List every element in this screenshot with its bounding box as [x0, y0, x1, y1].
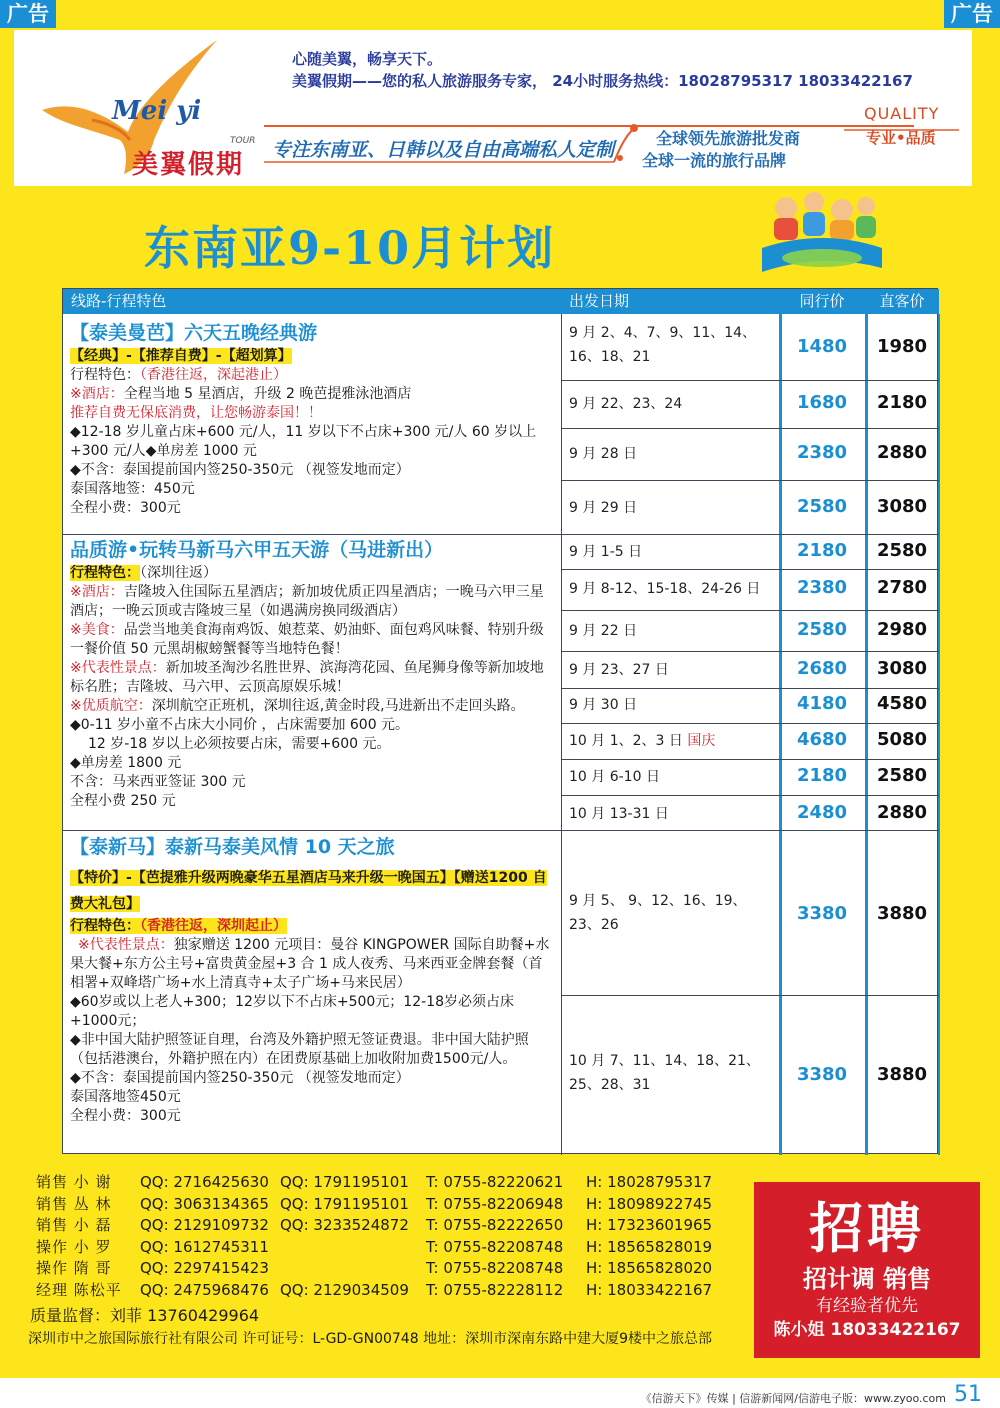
- departure-date-holiday: [569, 729, 773, 753]
- peer-price: 2580: [796, 619, 848, 640]
- flight-value: 深圳航空正班机，深圳往返,黄金时段,马进新出不走回头路。: [151, 698, 525, 714]
- direct-price: 5080: [876, 729, 928, 750]
- peer-price: 2380: [796, 442, 848, 463]
- contact-mobile: H: 18033422167: [586, 1280, 713, 1299]
- tip-fee: 全程小费：300元: [70, 500, 181, 516]
- route-tags: 【经典】-【推荐自费】-【超划算】: [70, 348, 292, 364]
- departure-date: 10 月 7、11、14、18、21、25、28、31: [569, 1053, 760, 1093]
- slogan-line1: 心随美翼，畅享天下。: [292, 50, 443, 68]
- spots-label: ※代表性景点：: [78, 937, 174, 953]
- departure-date: 10 月 6-10 日: [569, 769, 660, 785]
- contact-mobile: H: 18565828019: [586, 1237, 713, 1256]
- peer-price: 2180: [796, 540, 848, 561]
- route-title: 品质游•玩转马新马六甲五天游（马进新出）: [70, 539, 444, 561]
- departure-date: 9 月 22、23、24: [569, 396, 683, 412]
- departure-date: 9 月 28 日: [569, 446, 638, 462]
- exclusions: ◆不含：泰国提前国内签250-350元 （视签发地而定）: [70, 462, 410, 478]
- row-divider: [561, 688, 939, 689]
- holiday-date: 10 月 1、2、3 日: [569, 733, 683, 749]
- direct-price: 2880: [876, 442, 928, 463]
- departure-date: 9 月 2、4、7、9、11、14、16、18、21: [569, 325, 757, 365]
- row-divider: [561, 759, 939, 760]
- page-title: 东南亚9-10月计划: [144, 221, 556, 275]
- contact-telephone: T: 0755-82222650: [426, 1216, 564, 1234]
- flight-label: ※优质航空：: [70, 698, 152, 714]
- direct-price: 2880: [876, 802, 928, 823]
- peer-price: 2580: [796, 496, 848, 517]
- direct-price: 2180: [876, 392, 928, 413]
- ad-label-right: 广告: [944, 0, 1000, 28]
- row-divider: [561, 480, 939, 481]
- direct-price: 3880: [876, 1064, 928, 1085]
- contact-mobile: H: 18565828020: [586, 1259, 713, 1277]
- contact-mobile: H: 18028795317: [586, 1173, 713, 1191]
- peer-price: 1680: [796, 392, 848, 413]
- contact-row: [36, 1258, 736, 1280]
- contact-mobile: H: 17323601965: [586, 1216, 713, 1234]
- direct-price: 2580: [876, 540, 928, 561]
- hotel-label: ※酒店：: [70, 386, 124, 402]
- tip-fee: 全程小费 250 元: [70, 793, 176, 809]
- contact-qq: QQ: 3063134365: [140, 1194, 269, 1213]
- visa-fee: 泰国落地签：450元: [70, 481, 195, 497]
- row-divider: [561, 651, 939, 652]
- single-room: ◆单房差 1800 元: [70, 755, 182, 771]
- header-route: 线路-行程特色: [63, 289, 561, 314]
- slogan-line2: 美翼假期——您的私人旅游服务专家， 24小时服务热线：18028795317 18033422167: [292, 72, 913, 90]
- peer-price: 2180: [796, 765, 848, 786]
- contact-row: [36, 1280, 736, 1302]
- agency-header: [14, 30, 972, 186]
- contact-role: 经理 陈松平: [36, 1280, 122, 1299]
- row-divider: [561, 610, 939, 611]
- child-pricing: ◆0-11 岁小童不占床大小同价 ，占床需要加 600 元。: [70, 717, 410, 733]
- age-pricing: ◆60岁或以上老人+300；12岁以下不占床+500元；12-18岁必须占床+1000元；: [70, 994, 514, 1029]
- brand-line2: 全球一流的旅行品牌: [642, 151, 787, 170]
- peer-price: 2680: [796, 658, 848, 679]
- column-divider: [561, 314, 562, 1155]
- direct-price: 2780: [876, 577, 928, 598]
- row-divider: [561, 380, 939, 381]
- header-peer-price: 同行价: [779, 289, 865, 314]
- exclusions: 不含：马来西亚签证 300 元: [70, 774, 246, 790]
- route-malaysia-singapore: [70, 536, 556, 811]
- quality-english: QUALITY: [864, 104, 940, 123]
- logo-tour: TOUR: [230, 136, 256, 146]
- contact-role: 销售 丛 林: [36, 1194, 112, 1213]
- quality-supervision: 质量监督：刘菲 13760429964: [30, 1306, 260, 1325]
- peer-price: 1480: [796, 336, 848, 357]
- departure-date: 10 月 13-31 日: [569, 806, 669, 822]
- exclusions: ◆不含：泰国提前国内签250-350元 （视签发地而定）: [70, 1070, 410, 1086]
- contact-telephone: T: 0755-82208748: [426, 1259, 564, 1277]
- contact-row: [36, 1237, 736, 1259]
- company-license-address: 深圳市中之旅国际旅行社有限公司 许可证号：L-GD-GN00748 地址：深圳市深南东路中建大厦9楼中之旅总部: [28, 1331, 712, 1347]
- contact-role: 销售 小 磊: [36, 1216, 112, 1234]
- contact-role: 操作 小 罗: [36, 1237, 112, 1256]
- peer-price: 2480: [796, 802, 848, 823]
- recruitment-contact: 陈小姐 18033422167: [773, 1320, 961, 1340]
- contact-list: [36, 1172, 736, 1301]
- recruitment-title: 招聘: [809, 1197, 925, 1260]
- quality-chinese: 专业•品质: [866, 129, 936, 147]
- direct-price: 2980: [876, 619, 928, 640]
- contact-role: 销售 小 谢: [36, 1173, 112, 1191]
- contact-role: 操作 隋 哥: [36, 1259, 112, 1277]
- contact-telephone: T: 0755-82206948: [426, 1194, 564, 1213]
- direct-price: 3880: [876, 903, 928, 924]
- row-divider: [561, 795, 939, 796]
- spots-value: 独家赠送 1200 元项目：曼谷 KINGPOWER 国际自助餐+水果大餐+东方公主号+富贵黄金屋+3 合 1 成人夜秀、马来西亚金牌套餐（首相署+双峰塔广场+水上清真寺+太子广场+马来民居）: [70, 937, 550, 991]
- brand-line1: 全球领先旅游批发商: [656, 129, 801, 148]
- publication-footer: 《信游天下》传媒 | 信游新闻网/信游电子版：www.zyoo.com: [640, 1392, 946, 1405]
- contact-qq: QQ: 3233524872: [280, 1216, 409, 1234]
- contact-qq: QQ: 1612745311: [140, 1237, 269, 1256]
- direct-price: 3080: [876, 658, 928, 679]
- contact-telephone: T: 0755-82228112: [426, 1280, 564, 1299]
- tour-price-table: [62, 288, 938, 1154]
- peer-price: 4180: [796, 693, 848, 714]
- contact-mobile: H: 18098922745: [586, 1194, 713, 1213]
- spots-value: 新加坡圣淘沙名胜世界、滨海湾花园、鱼尾狮身像等新加坡地标名胜；吉隆坡、马六甲、云顶高原娱乐城！: [70, 660, 544, 695]
- direct-price: 1980: [876, 336, 928, 357]
- contact-row: [36, 1215, 736, 1237]
- hotel-value: 吉隆坡入住国际五星酒店；新加坡优质正四星酒店；一晚马六甲三星酒店；一晚云顶或吉隆坡三星（如遇满房换同级酒店）: [70, 584, 544, 619]
- departure-date: 9 月 1-5 日: [569, 544, 643, 560]
- recruitment-positions: 招计调 销售: [802, 1265, 932, 1293]
- row-divider: [561, 428, 939, 429]
- summer-promo-badge-icon: [756, 188, 888, 280]
- column-divider: [938, 314, 940, 1155]
- feature-label: 行程特色：: [70, 367, 140, 383]
- departure-date: 9 月 23、27 日: [569, 662, 669, 678]
- section-divider: [63, 830, 939, 831]
- hotel-label: ※酒店：: [70, 584, 124, 600]
- route-thailand-classic: [70, 319, 556, 518]
- row-divider: [561, 995, 939, 996]
- peer-price: 3380: [796, 903, 848, 924]
- feature-label: 行程特色：: [70, 918, 140, 934]
- meiyi-logo: [32, 40, 272, 180]
- contact-qq: QQ: 2129034509: [280, 1280, 409, 1299]
- route-title: 【泰新马】泰新马泰美风情 10 天之旅: [70, 836, 395, 858]
- contact-qq: QQ: 2475968476: [140, 1280, 269, 1299]
- visa-fee: 泰国落地签450元: [70, 1089, 181, 1105]
- feature-label: 行程特色：: [70, 565, 140, 581]
- logo-script: Mei yi: [112, 96, 202, 126]
- child-pricing: ◆12-18 岁儿童占床+600 元/人，11 岁以下不占床+300 元/人 60 岁以上+300 元/人◆单房差 1000 元: [70, 424, 537, 459]
- food-value: 品尝当地美食海南鸡饭、娘惹菜、奶油虾、面包鸡风味餐、特别升级一餐价值 50 元黑胡椒螃蟹餐等当地特色餐！: [70, 622, 544, 657]
- tip-fee: 全程小费：300元: [70, 1108, 181, 1124]
- spots-label: ※代表性景点：: [70, 660, 166, 676]
- departure-date: 9 月 29 日: [569, 500, 638, 516]
- route-tags: 【特价】-【芭提雅升级两晚豪华五星酒店马来升级一晚国五】【赠送1200 自费大礼包】: [70, 870, 547, 912]
- contact-row: [36, 1172, 736, 1194]
- peer-price: 3380: [796, 1064, 848, 1085]
- feature-value: （香港往返，深起港止）: [140, 367, 287, 383]
- section-divider: [63, 534, 939, 535]
- contact-qq: QQ: 1791195101: [280, 1173, 409, 1191]
- holiday-label: 国庆: [687, 733, 716, 749]
- contact-qq: QQ: 2716425630: [140, 1173, 269, 1191]
- specialty-text: 专注东南亚、日韩以及自由高端私人定制: [272, 139, 615, 161]
- contact-telephone: T: 0755-82208748: [426, 1237, 564, 1256]
- contact-qq: QQ: 2129109732: [140, 1216, 269, 1234]
- recommend-text: 推荐自费无保底消费，让您畅游泰国！！: [70, 405, 322, 421]
- direct-price: 2580: [876, 765, 928, 786]
- peer-price: 2380: [796, 577, 848, 598]
- recruitment-box: [754, 1182, 980, 1358]
- contact-row: [36, 1194, 736, 1216]
- direct-price: 4580: [876, 693, 928, 714]
- row-divider: [561, 723, 939, 724]
- teen-pricing: 12 岁-18 岁以上必须按要占床，需要+600 元。: [88, 736, 391, 752]
- route-title: 【泰美曼芭】六天五晚经典游: [70, 322, 318, 344]
- page-number: 51: [954, 1382, 982, 1407]
- hotel-value: 全程当地 5 星酒店，升级 2 晚芭提雅泳池酒店: [123, 386, 412, 402]
- contact-qq: QQ: 1791195101: [280, 1194, 409, 1213]
- route-thai-sin-mal-10day: [70, 833, 556, 1126]
- departure-date: 9 月 8-12、15-18、24-26 日: [569, 581, 761, 597]
- ad-label-left: 广告: [0, 0, 56, 28]
- departure-date: 9 月 22 日: [569, 623, 638, 639]
- contact-telephone: T: 0755-82220621: [426, 1173, 564, 1191]
- row-divider: [561, 569, 939, 570]
- recruitment-requirement: 有经验者优先: [816, 1296, 918, 1316]
- food-label: ※美食：: [70, 622, 124, 638]
- contact-qq: QQ: 2297415423: [140, 1259, 269, 1277]
- header-direct-price: 直客价: [865, 289, 939, 314]
- passport-note: ◆非中国大陆护照签证自理，台湾及外籍护照无签证费退。非中国大陆护照（包括港澳台，外籍护照在内）在团费原基础上加收附加费1500元/人。: [70, 1032, 529, 1067]
- feature-value: （香港往返，深圳起止）: [140, 918, 287, 934]
- logo-chinese-name: 美翼假期: [132, 150, 245, 180]
- header-departure-date: 出发日期: [561, 289, 779, 314]
- departure-date: 9 月 30 日: [569, 697, 638, 713]
- peer-price: 4680: [796, 729, 848, 750]
- direct-price: 3080: [876, 496, 928, 517]
- feature-value: （深圳往返）: [140, 565, 217, 581]
- departure-date: 9 月 5、 9、12、16、19、23、26: [569, 893, 747, 933]
